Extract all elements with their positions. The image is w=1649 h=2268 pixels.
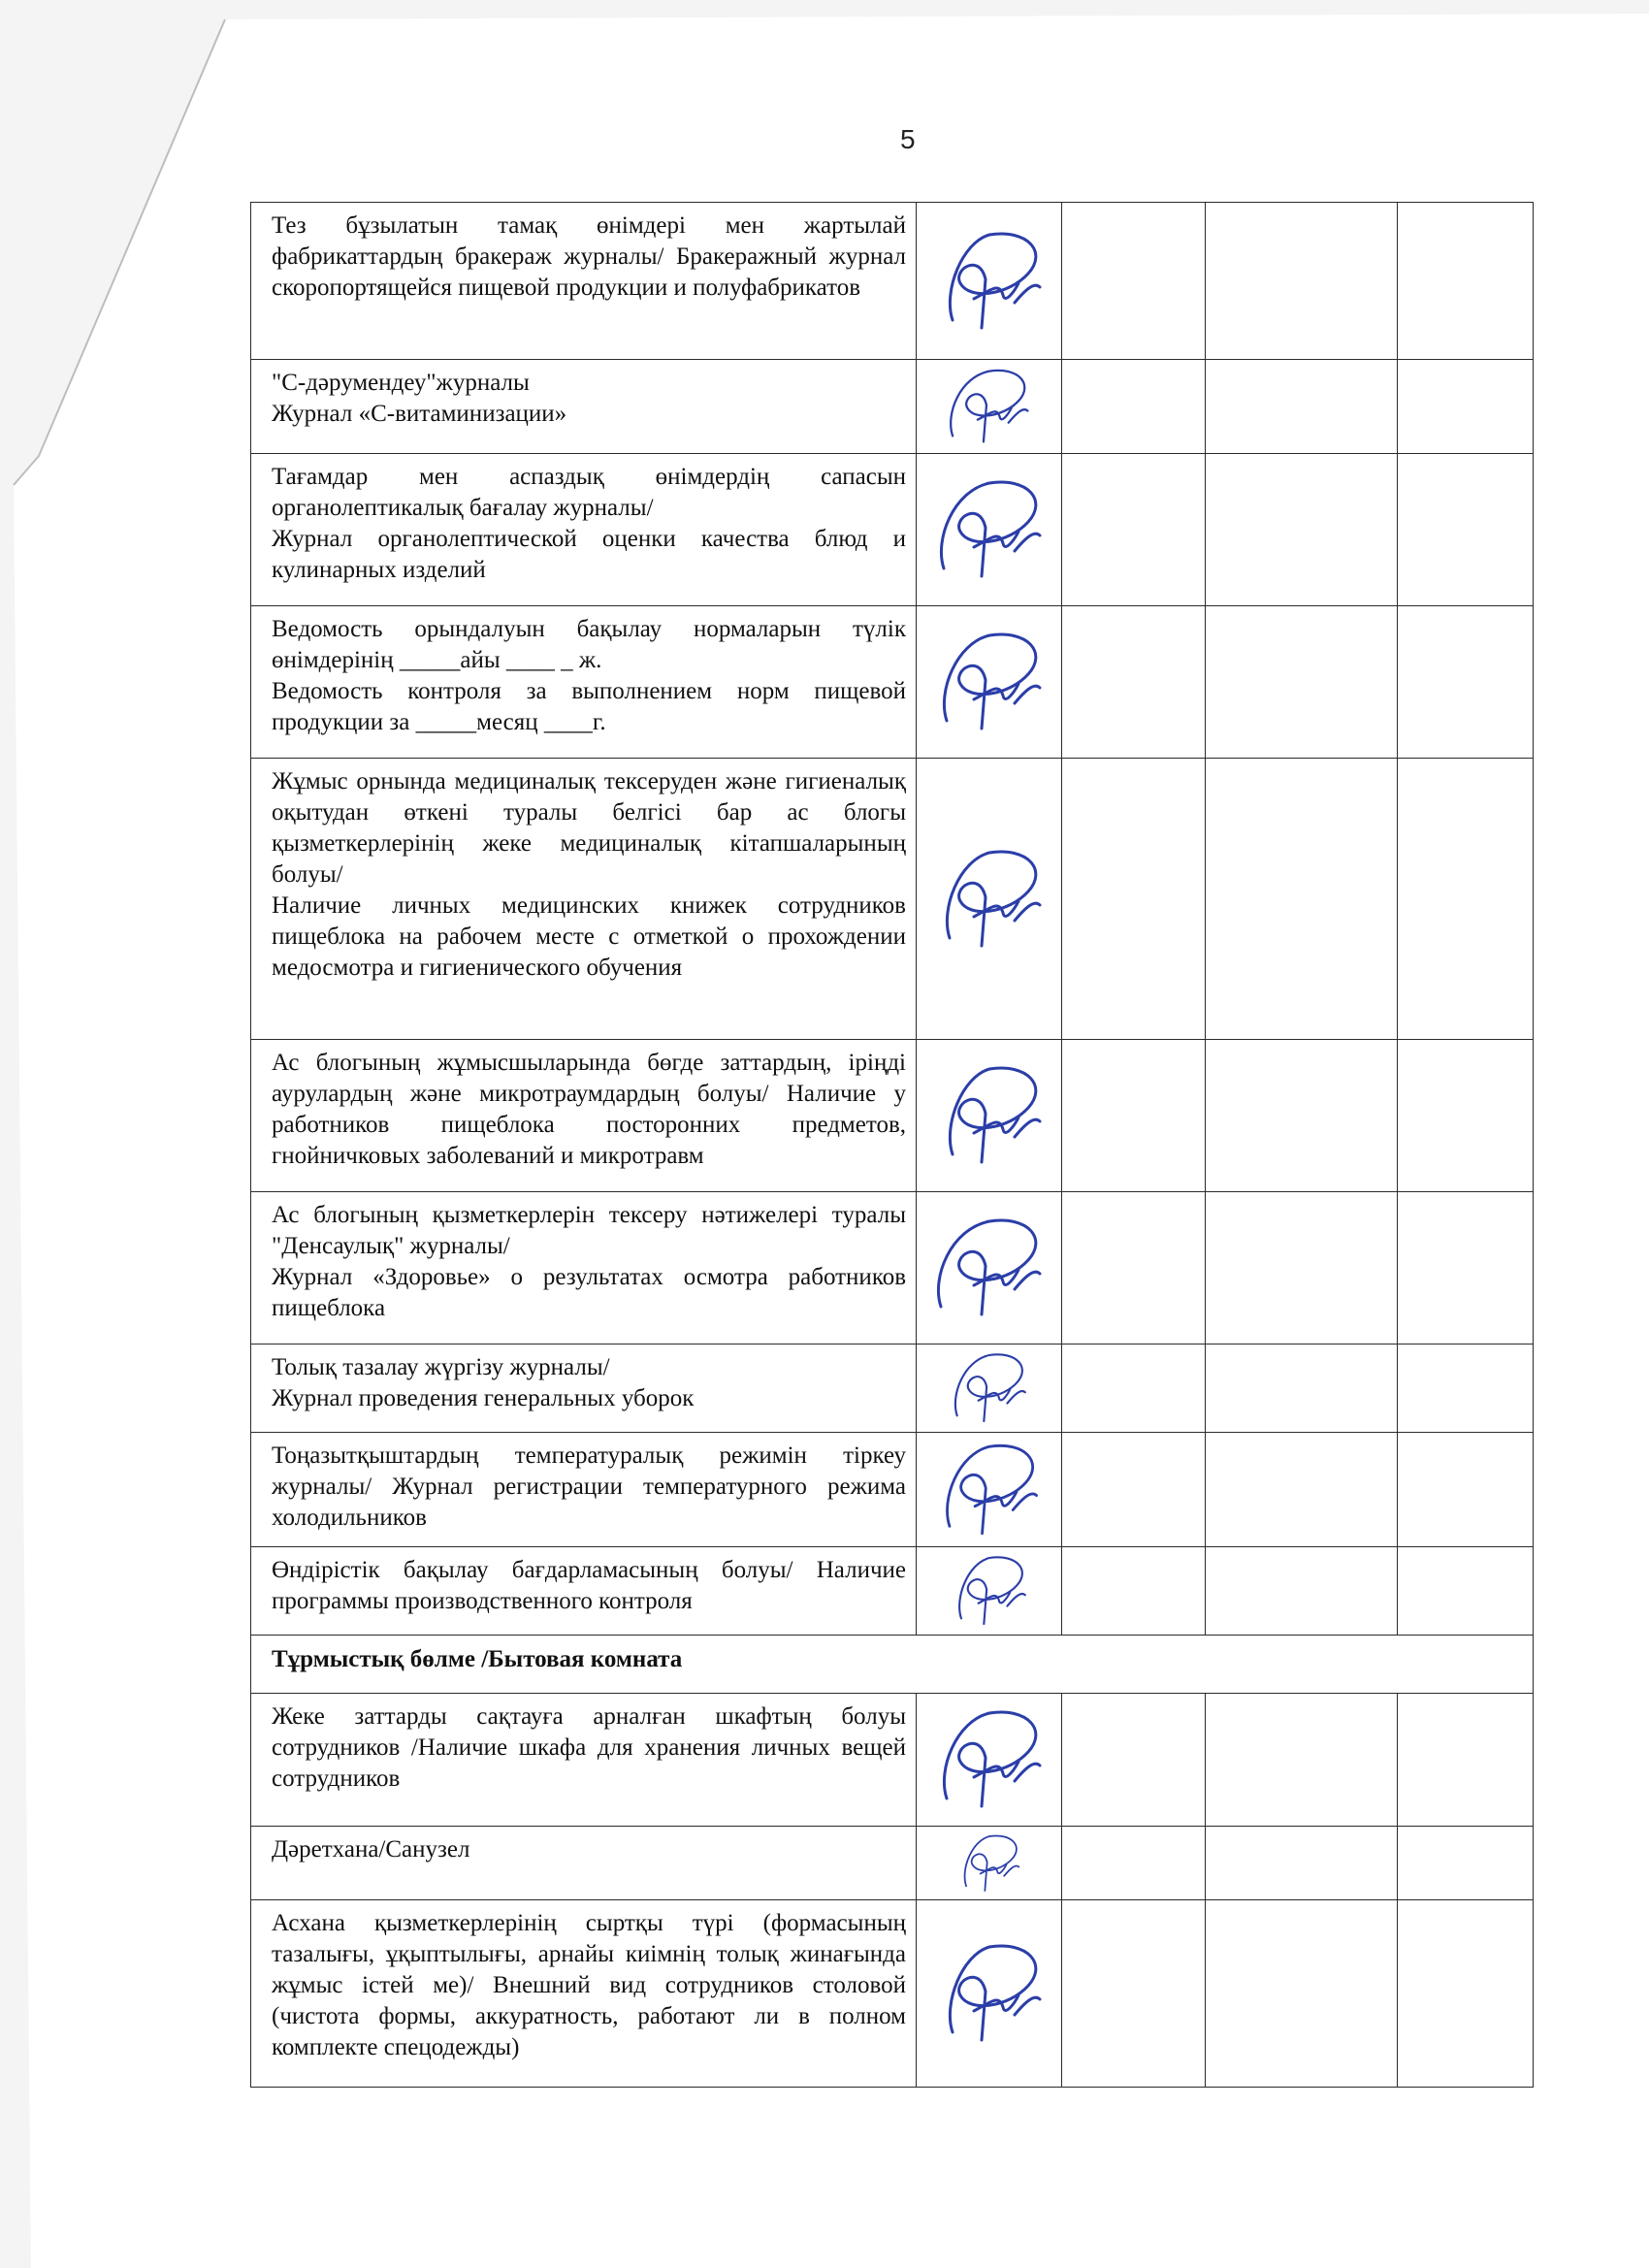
handwritten-signature [922, 1347, 1057, 1430]
signature-cell [917, 1547, 1062, 1636]
column-5-cell [1398, 454, 1534, 606]
signature-cell [917, 1433, 1062, 1547]
column-5-cell [1398, 1547, 1534, 1636]
column-5-cell [1398, 1433, 1534, 1547]
item-description-cell [251, 1192, 917, 1345]
item-description [251, 454, 916, 592]
column-4-cell [1206, 1040, 1398, 1192]
signature-cell [917, 1192, 1062, 1345]
item-description [251, 1694, 916, 1800]
item-description-cell [251, 1433, 917, 1547]
checklist-row [251, 1192, 1534, 1345]
column-5-cell [1398, 1345, 1534, 1433]
item-description-cell [251, 606, 917, 759]
column-4-cell [1206, 1694, 1398, 1827]
column-3-cell [1062, 1040, 1206, 1192]
column-3-cell [1062, 454, 1206, 606]
column-4-cell [1206, 1900, 1398, 2088]
signature-cell [917, 1040, 1062, 1192]
item-description-cell [251, 360, 917, 454]
item-description-line: Өндірістік бақылау бағдарламасының болуы/ Наличие программы производственного контроля [272, 1557, 906, 1614]
checklist-row [251, 360, 1534, 454]
column-4-cell [1206, 1827, 1398, 1900]
column-4-cell [1206, 1345, 1398, 1433]
signature-cell [917, 454, 1062, 606]
column-3-cell [1062, 1345, 1206, 1433]
item-description [251, 1827, 916, 1871]
item-description-line: Жұмыс орнында медициналық тексеруден және гигиеналық оқытудан өткені туралы белгісі бар ас блогы қызметкерлерінің жеке медициналық кітапшаларының болуы/ [272, 768, 906, 888]
column-5-cell [1398, 1040, 1534, 1192]
column-4-cell [1206, 759, 1398, 1040]
column-4-cell [1206, 203, 1398, 360]
checklist-row [251, 1694, 1534, 1827]
item-description-cell [251, 1345, 917, 1433]
item-description [251, 1192, 916, 1330]
column-3-cell [1062, 360, 1206, 454]
item-description [251, 1547, 916, 1623]
item-description-line: Журнал «Здоровье» о результатах осмотра работников пищеблока [272, 1264, 906, 1321]
column-5-cell [1398, 1694, 1534, 1827]
item-description [251, 1345, 916, 1420]
item-description-line: Тоңазытқыштардың температуралық режимін тіркеу журналы/ Журнал регистрации температурного режима холодильников [272, 1442, 906, 1531]
column-3-cell [1062, 759, 1206, 1040]
item-description-cell [251, 203, 917, 360]
signature-cell [917, 203, 1062, 360]
column-5-cell [1398, 360, 1534, 454]
handwritten-signature [922, 1436, 1057, 1544]
item-description-line: Асхана қызметкерлерінің сыртқы түрі (формасының тазалығы, ұқыптылығы, арнайы киімнің толық жинағында жұмыс істей ме)/ Внешний вид сотрудников столовой (чистота формы, аккуратность, работают ли в полном комплекте спецодежды) [272, 1910, 906, 2060]
item-description [251, 360, 916, 436]
column-4-cell [1206, 454, 1398, 606]
column-5-cell [1398, 203, 1534, 360]
column-3-cell [1062, 203, 1206, 360]
item-description-cell [251, 454, 917, 606]
signature-cell [917, 1345, 1062, 1433]
item-description [251, 606, 916, 744]
item-description-cell [251, 1827, 917, 1900]
column-4-cell [1206, 1547, 1398, 1636]
item-description [251, 759, 916, 989]
column-4-cell [1206, 360, 1398, 454]
signature-cell [917, 1900, 1062, 2088]
column-3-cell [1062, 1827, 1206, 1900]
column-4-cell [1206, 606, 1398, 759]
item-description [251, 1040, 916, 1178]
handwritten-signature [922, 1195, 1057, 1341]
checklist-row [251, 606, 1534, 759]
signature-cell [917, 1827, 1062, 1900]
item-description-cell [251, 1694, 917, 1827]
item-description-cell [251, 1040, 917, 1192]
item-description-line: Ведомость контроля за выполнением норм пищевой продукции за _____месяц ____г. [272, 678, 906, 735]
handwritten-signature [922, 1921, 1057, 2066]
item-description-line: Дәретхана/Санузел [272, 1836, 470, 1863]
item-description-line: Тағамдар мен аспаздық өнімдердің сапасын органолептикалық бағалау журналы/ [272, 464, 906, 521]
checklist-row [251, 1827, 1534, 1900]
signature-cell [917, 360, 1062, 454]
item-description-line: "С-дәрумендеу"журналы [272, 370, 530, 396]
column-4-cell [1206, 1433, 1398, 1547]
item-description [251, 203, 916, 309]
item-description-cell [251, 759, 917, 1040]
checklist-row [251, 1345, 1534, 1433]
item-description-line: Жеке заттарды сақтауға арналған шкафтың болуы сотрудников /Наличие шкафа для хранения личных вещей сотрудников [272, 1703, 906, 1792]
signature-cell [917, 1694, 1062, 1827]
column-5-cell [1398, 1900, 1534, 2088]
handwritten-signature [922, 826, 1057, 972]
item-description-line: Тез бұзылатын тамақ өнімдері мен жартылай фабрикаттардың бракераж журналы/ Бракеражный журнал скоропортящейся пищевой продукции и полуфабрикатов [272, 212, 906, 301]
checklist-row [251, 454, 1534, 606]
checklist-row [251, 1900, 1534, 2088]
section-header-row [251, 1636, 1534, 1694]
item-description-line: Журнал проведения генеральных уборок [272, 1385, 695, 1411]
column-3-cell [1062, 1433, 1206, 1547]
handwritten-signature [922, 1550, 1057, 1633]
item-description-line: Наличие личных медицинских книжек сотрудников пищеблока на рабочем месте с отметкой о прохождении медосмотра и гигиенического обучения [272, 892, 906, 981]
section-header-cell [251, 1636, 1534, 1694]
checklist-row [251, 1433, 1534, 1547]
handwritten-signature [922, 1830, 1057, 1897]
handwritten-signature [922, 1697, 1057, 1824]
column-3-cell [1062, 606, 1206, 759]
item-description-line: Журнал органолептической оценки качества блюд и кулинарных изделий [272, 526, 906, 583]
signature-cell [917, 759, 1062, 1040]
checklist-row [251, 203, 1534, 360]
handwritten-signature [922, 363, 1057, 451]
item-description-line: Ведомость орындалуын бақылау нормаларын түлік өнімдерінің _____айы ____ _ ж. [272, 616, 906, 673]
section-title: Тұрмыстық бөлме /Бытовая комната [272, 1646, 683, 1672]
handwritten-signature [922, 1043, 1057, 1188]
page-number: 5 [900, 124, 916, 154]
signature-cell [917, 606, 1062, 759]
item-description [251, 1433, 916, 1539]
item-description-line: Ас блогының қызметкерлерін тексеру нәтижелері туралы "Денсаулық" журналы/ [272, 1202, 906, 1259]
item-description-line: Журнал «С-витаминизации» [272, 401, 567, 427]
handwritten-signature [922, 457, 1057, 602]
column-5-cell [1398, 759, 1534, 1040]
item-description-cell [251, 1547, 917, 1636]
column-3-cell [1062, 1900, 1206, 2088]
column-3-cell [1062, 1547, 1206, 1636]
column-5-cell [1398, 1192, 1534, 1345]
column-3-cell [1062, 1192, 1206, 1345]
checklist-row [251, 1547, 1534, 1636]
checklist-row [251, 759, 1534, 1040]
column-5-cell [1398, 1827, 1534, 1900]
column-5-cell [1398, 606, 1534, 759]
checklist-row [251, 1040, 1534, 1192]
item-description-line: Толық тазалау жүргізу журналы/ [272, 1354, 610, 1380]
item-description [251, 1900, 916, 2069]
column-3-cell [1062, 1694, 1206, 1827]
item-description-line: Ас блогының жұмысшыларында бөгде заттардың, іріңді аурулардың және микротраумдардың болуы/ Наличие у работников пищеблока посторонних предметов, гнойничковых заболеваний и микротравм [272, 1050, 906, 1169]
item-description-cell [251, 1900, 917, 2088]
handwritten-signature [922, 609, 1057, 755]
inspection-checklist-table [250, 202, 1534, 2088]
handwritten-signature [922, 209, 1057, 354]
column-4-cell [1206, 1192, 1398, 1345]
